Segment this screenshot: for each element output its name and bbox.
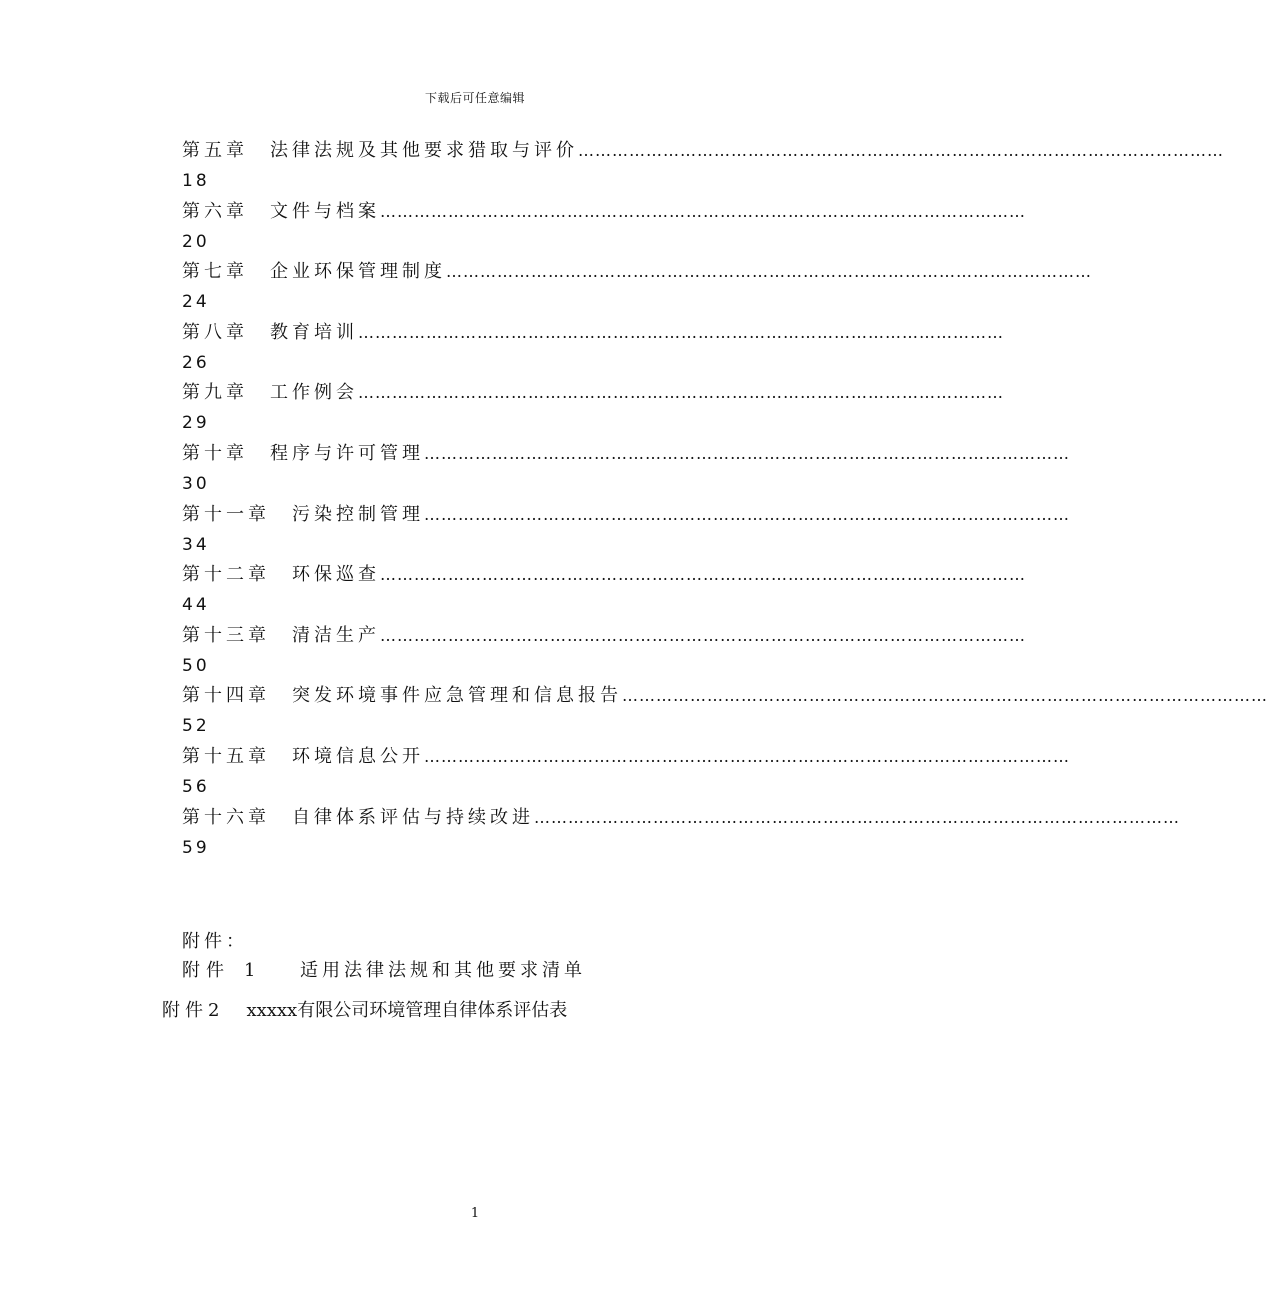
attachment-label: 附件 bbox=[182, 960, 230, 981]
toc-entry-chapter-7[interactable] bbox=[182, 257, 1092, 318]
toc-chapter-number: 第十四章 bbox=[182, 685, 270, 707]
toc-chapter-title: 环保巡查 bbox=[292, 564, 380, 586]
toc-dot-leader: …………………………………………………………………………………………………… bbox=[358, 322, 1004, 342]
toc-chapter-title: 企业环保管理制度 bbox=[270, 261, 446, 283]
toc-page-number: 56 bbox=[182, 776, 210, 797]
toc-entry-line bbox=[182, 439, 1070, 469]
toc-chapter-title: 自律体系评估与持续改进 bbox=[292, 806, 534, 828]
toc-entry-chapter-5[interactable] bbox=[182, 136, 1224, 197]
toc-chapter-title: 环境信息公开 bbox=[292, 745, 424, 767]
table-of-contents bbox=[182, 136, 1268, 863]
toc-dot-leader: …………………………………………………………………………………………………… bbox=[424, 746, 1070, 766]
toc-page-number: 29 bbox=[182, 413, 210, 434]
toc-dot-leader: …………………………………………………………………………………………………… bbox=[622, 686, 1268, 706]
toc-dot-leader: …………………………………………………………………………………………………… bbox=[534, 807, 1180, 827]
toc-page-number: 18 bbox=[182, 171, 210, 191]
toc-page-number: 34 bbox=[182, 534, 210, 555]
toc-chapter-number: 第十二章 bbox=[182, 564, 270, 586]
toc-entry-line bbox=[182, 257, 1092, 287]
toc-entry-line bbox=[182, 318, 1004, 348]
page-header: 下载后可任意编辑 bbox=[424, 91, 525, 105]
toc-entry-chapter-11[interactable] bbox=[182, 500, 1070, 561]
toc-chapter-title: 清洁生产 bbox=[292, 624, 380, 646]
toc-dot-leader: …………………………………………………………………………………………………… bbox=[578, 141, 1224, 160]
toc-entry-line bbox=[182, 803, 1180, 833]
toc-page-number: 52 bbox=[182, 716, 210, 737]
toc-entry-chapter-14[interactable] bbox=[182, 681, 1268, 742]
toc-chapter-number: 第十三章 bbox=[182, 624, 270, 646]
toc-entry-chapter-12[interactable] bbox=[182, 560, 1026, 621]
toc-dot-leader: …………………………………………………………………………………………………… bbox=[380, 565, 1026, 585]
toc-chapter-title: 程序与许可管理 bbox=[270, 442, 424, 464]
toc-dot-leader: …………………………………………………………………………………………………… bbox=[446, 262, 1092, 282]
attachment-title: xxxxx有限公司环境管理自律体系评估表 bbox=[246, 1000, 568, 1021]
toc-chapter-title: 教育培训 bbox=[270, 321, 358, 343]
toc-page-number: 30 bbox=[182, 473, 210, 494]
attachments-heading: 附件： bbox=[182, 931, 248, 952]
toc-chapter-number: 第十一章 bbox=[182, 503, 270, 525]
toc-chapter-number: 第六章 bbox=[182, 200, 248, 222]
toc-entry-line bbox=[182, 681, 1268, 711]
toc-page-number: 20 bbox=[182, 231, 210, 252]
toc-chapter-title: 文件与档案 bbox=[270, 200, 380, 222]
toc-page-number: 59 bbox=[182, 837, 210, 858]
toc-entry-chapter-8[interactable] bbox=[182, 318, 1004, 379]
attachment-title: 适用法律法规和其他要求清单 bbox=[300, 960, 586, 981]
toc-chapter-number: 第八章 bbox=[182, 321, 248, 343]
attachment-label: 附件2 bbox=[162, 1000, 225, 1021]
attachment-item-1[interactable] bbox=[182, 957, 586, 985]
attachment-item-2[interactable] bbox=[162, 997, 567, 1025]
toc-page-number: 44 bbox=[182, 595, 210, 616]
toc-entry-line bbox=[182, 378, 1004, 408]
toc-entry-line bbox=[182, 560, 1026, 590]
toc-dot-leader: …………………………………………………………………………………………………… bbox=[424, 443, 1070, 463]
toc-chapter-title: 污染控制管理 bbox=[292, 503, 424, 525]
toc-entry-chapter-13[interactable] bbox=[182, 621, 1026, 682]
toc-dot-leader: …………………………………………………………………………………………………… bbox=[380, 625, 1026, 645]
toc-chapter-number: 第七章 bbox=[182, 261, 248, 283]
toc-chapter-number: 第十五章 bbox=[182, 745, 270, 767]
toc-chapter-number: 第九章 bbox=[182, 382, 248, 404]
toc-page-number: 50 bbox=[182, 655, 210, 676]
toc-entry-line bbox=[182, 136, 1224, 166]
toc-entry-chapter-9[interactable] bbox=[182, 378, 1004, 439]
toc-chapter-number: 第十六章 bbox=[182, 806, 270, 828]
toc-entry-line bbox=[182, 742, 1070, 772]
toc-entry-line bbox=[182, 621, 1026, 651]
toc-chapter-title: 突发环境事件应急管理和信息报告 bbox=[292, 685, 622, 707]
toc-page-number: 24 bbox=[182, 292, 210, 313]
toc-chapter-number: 第十章 bbox=[182, 442, 248, 464]
page-number: 1 bbox=[470, 1206, 480, 1221]
toc-entry-line bbox=[182, 500, 1070, 530]
toc-entry-chapter-16[interactable] bbox=[182, 803, 1180, 864]
toc-entry-chapter-6[interactable] bbox=[182, 197, 1026, 258]
toc-chapter-number: 第五章 bbox=[182, 140, 248, 161]
toc-dot-leader: …………………………………………………………………………………………………… bbox=[380, 201, 1026, 221]
toc-page-number: 26 bbox=[182, 352, 210, 373]
toc-dot-leader: …………………………………………………………………………………………………… bbox=[358, 383, 1004, 403]
toc-entry-chapter-15[interactable] bbox=[182, 742, 1070, 803]
attachment-number: 1 bbox=[244, 960, 256, 981]
toc-dot-leader: …………………………………………………………………………………………………… bbox=[424, 504, 1070, 524]
toc-chapter-title: 法律法规及其他要求猎取与评价 bbox=[270, 140, 578, 161]
toc-entry-line bbox=[182, 197, 1026, 227]
toc-entry-chapter-10[interactable] bbox=[182, 439, 1070, 500]
toc-chapter-title: 工作例会 bbox=[270, 382, 358, 404]
